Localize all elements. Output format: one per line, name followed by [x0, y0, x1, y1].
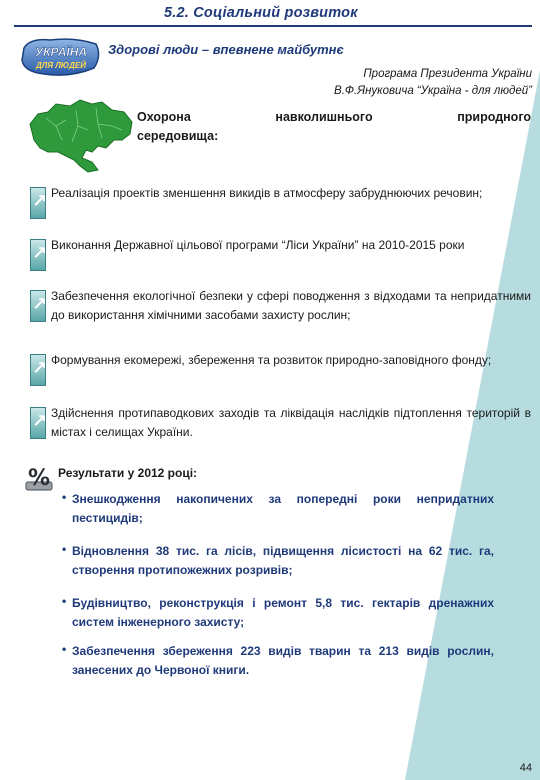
result-item-text: Забезпечення збереження 223 видів тварин та 213 видів рослин, занесених до Червоної книги. [72, 644, 494, 677]
ukraine-map-icon [26, 96, 136, 176]
result-item [62, 542, 494, 582]
section-title-line-1: Охорона навколишнього природного [137, 110, 531, 124]
ukraine-for-people-logo [20, 36, 102, 78]
result-item-text: Знешкодження накопичених за попередні роки непридатних пестицидів; [72, 492, 494, 525]
result-bullet: • [62, 542, 67, 556]
arrow-bullet-icon: ↗ [30, 407, 46, 439]
list-item [30, 351, 532, 393]
list-item-text: Здійснення протипаводкових заходів та ліквідація наслідків підтоплення територій в містах і селищах України. [51, 406, 531, 439]
list-item [30, 287, 532, 329]
result-item [62, 490, 494, 530]
percent-icon [24, 464, 54, 494]
section-title-line-2: середовища: [137, 129, 219, 143]
result-item-text: Будівництво, реконструкція і ремонт 5,8 тис. гектарів дренажних систем інженерного захисту; [72, 596, 494, 629]
result-bullet: • [62, 594, 67, 608]
logo-text-1: УКРАЇНА [34, 45, 88, 59]
arrow-bullet-icon: ↗ [30, 187, 46, 219]
logo-text-2: ДЛЯ ЛЮДЕЙ [35, 61, 87, 70]
result-item-text: Відновлення 38 тис. га лісів, підвищення лісистості на 62 тис. га, створення протипожежних розривів; [72, 544, 494, 577]
list-item-text: Реалізація проектів зменшення викидів в атмосферу забруднюючих речовин; [51, 186, 483, 200]
result-item [62, 594, 494, 634]
program-caption [232, 66, 532, 100]
section-header [14, 3, 532, 25]
slogan: Здорові люди – впевнене майбутнє [108, 42, 344, 57]
arrow-bullet-icon: ↗ [30, 290, 46, 322]
result-bullet: • [62, 642, 67, 656]
result-bullet: • [62, 490, 67, 504]
results-title: Результати у 2012 році: [58, 466, 198, 480]
arrow-bullet-icon: ↗ [30, 354, 46, 386]
section-header-title: 5.2. Соціальний розвиток [164, 5, 358, 21]
svg-text:%: % [27, 466, 51, 491]
program-line-1: Програма Президента України [363, 68, 532, 80]
list-item-text: Формування екомережі, збереження та розвиток природно-заповідного фонду; [51, 353, 492, 367]
arrow-bullet-icon: ↗ [30, 239, 46, 271]
section-title [137, 108, 531, 146]
list-item-text: Виконання Державної цільової програми “Ліси України” на 2010-2015 роки [51, 238, 465, 252]
list-item [30, 404, 532, 446]
list-item [30, 184, 532, 226]
list-item-text: Забезпечення екологічної безпеки у сфері поводження з відходами та непридатними до використання хімічними засобами захисту рослин; [51, 289, 531, 322]
result-item [62, 642, 494, 682]
program-line-2: В.Ф.Януковича “Україна - для людей” [334, 85, 532, 97]
list-item [30, 236, 532, 278]
header-divider [14, 25, 532, 27]
page-number: 44 [519, 762, 532, 774]
